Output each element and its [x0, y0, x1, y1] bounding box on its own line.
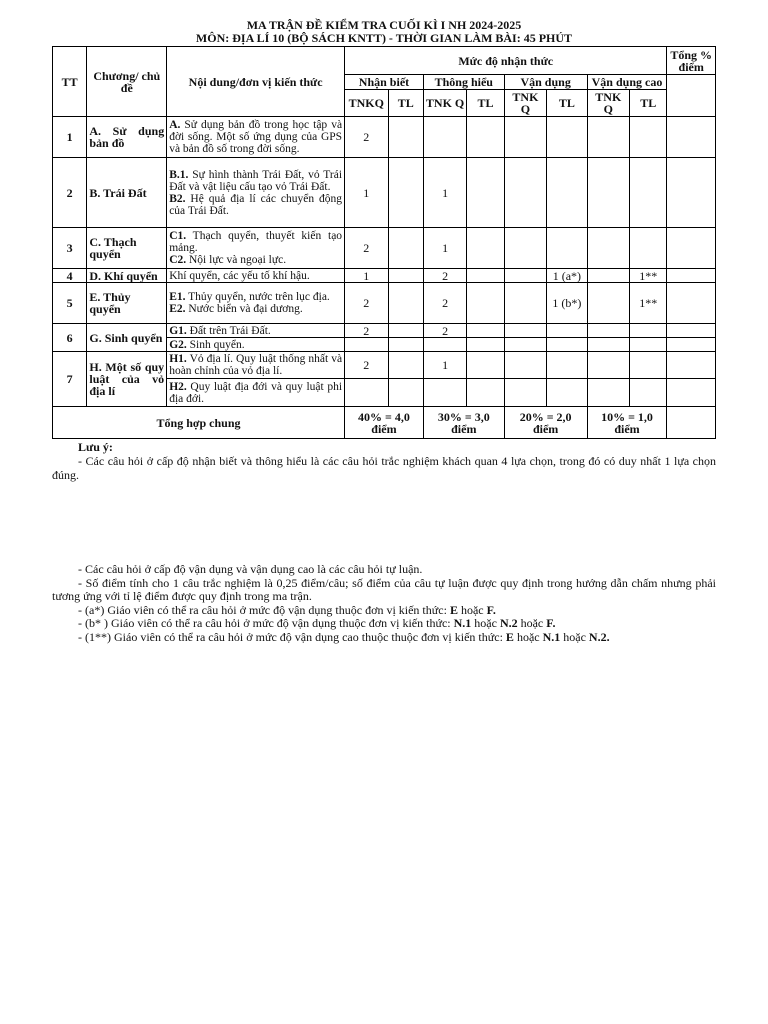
row-content: [167, 379, 345, 407]
row-topic: B. Trái Đất: [87, 158, 167, 228]
document-subtitle: MÔN: ĐỊA LÍ 10 (BỘ SÁCH KNTT) - THỜI GIAN LÀM BÀI: 45 PHÚT: [195, 31, 573, 45]
total-row: [53, 407, 716, 439]
content-code: B2.: [169, 192, 186, 205]
notes-block-2: [52, 563, 716, 644]
cell-recognition-tnkq: 2: [345, 352, 388, 379]
table-row: [53, 117, 716, 158]
sub-tl: TL: [630, 90, 667, 117]
content-code: H1.: [169, 353, 187, 365]
content-code: B.1.: [169, 168, 189, 181]
sub-tnkq: TNKQ: [345, 90, 388, 117]
row-content: [167, 117, 345, 158]
table-row: [53, 158, 716, 228]
row-topic: H. Một số quy luật của vỏ địa lí: [87, 352, 167, 407]
cell-application-tl: 1 (a*): [547, 269, 587, 283]
cell-recognition-tnkq: 1: [345, 158, 388, 228]
content-text: Thủy quyển, nước trên lục địa.: [185, 291, 330, 303]
total-label: Tổng hợp chung: [53, 407, 345, 439]
row-content: [167, 269, 345, 283]
content-code: C2.: [169, 254, 187, 266]
note-item: - (a*) Giáo viên có thể ra câu hỏi ở mức độ vận dụng thuộc đơn vị kiến thức: E hoặc F.: [78, 602, 496, 617]
row-content: [167, 352, 345, 379]
table-row: [53, 352, 716, 379]
sub-tl: TL: [467, 90, 504, 117]
cell-recognition-tnkq: 2: [345, 283, 388, 324]
row-topic: E. Thủy quyển: [87, 283, 167, 324]
content-text: Sinh quyển.: [186, 338, 245, 351]
content-text: Nội lực và ngoại lực.: [186, 254, 287, 266]
row-number: 1: [53, 117, 87, 158]
content-text: Sử dụng bản đồ trong học tập và đời sống. Một số ứng dụng của GPS và bản đồ số trong đời sống.: [169, 119, 343, 155]
row-topic: C. Thạch quyển: [87, 228, 167, 269]
cell-high-application-tl: 1**: [630, 269, 667, 283]
content-text: Khí quyển, các yếu tố khí hậu.: [169, 269, 310, 282]
sub-tnkq: TNK Q: [587, 90, 629, 117]
cell-high-application-tl: 1**: [630, 283, 667, 324]
header-cognitive-level: Mức độ nhận thức: [345, 47, 667, 75]
row-number: 4: [53, 269, 87, 283]
total-understanding: 30% = 3,0 điểm: [423, 407, 504, 439]
note-item: - Các câu hỏi ở cấp độ nhận biết và thông hiểu là các câu hỏi trắc nghiệm khách quan 4 lựa chọn, trong đó có duy nhất 1 lựa chọn đúng.: [52, 454, 716, 482]
content-code: G1.: [169, 324, 187, 337]
content-code: H2.: [169, 380, 187, 393]
header-total-percent: Tổng % điểm: [667, 47, 716, 75]
notes-block-1: [52, 455, 716, 482]
table-row: [53, 283, 716, 324]
content-text: Sự hình thành Trái Đất, vỏ Trái Đất và vật liệu cấu tạo vỏ Trái Đất.: [169, 168, 343, 193]
row-number: 6: [53, 324, 87, 352]
content-code: E2.: [169, 303, 186, 315]
row-number: 3: [53, 228, 87, 269]
cell-recognition-tnkq: 2: [345, 324, 388, 338]
row-number: 5: [53, 283, 87, 324]
table-row: [53, 269, 716, 283]
table-row: [53, 324, 716, 338]
header-total-empty: [667, 75, 716, 117]
header-chapter: Chương/ chủ đề: [87, 47, 167, 117]
row-content: [167, 283, 345, 324]
notes-heading: Lưu ý:: [78, 440, 113, 454]
content-text: Nước biển và đại dương.: [185, 303, 303, 315]
note-item: - Các câu hỏi ở cấp độ vận dụng và vận dụng cao là các câu hỏi tự luận.: [78, 562, 423, 576]
cell-understanding-tnkq: 1: [423, 352, 466, 379]
row-content: [167, 228, 345, 269]
content-code: A.: [169, 119, 181, 131]
content-text: Hệ quả địa lí các chuyển động của Trái Đất.: [169, 192, 343, 217]
header-row-1: [53, 47, 716, 75]
cell-understanding-tnkq: 1: [423, 158, 466, 228]
row-content: [167, 324, 345, 338]
sub-tl: TL: [547, 90, 587, 117]
header-content: Nội dung/đơn vị kiến thức: [167, 47, 345, 117]
cell-understanding-tnkq: 1: [423, 228, 466, 269]
row-topic: A. Sử dụng bản đồ: [87, 117, 167, 158]
cell-understanding-tnkq: 2: [423, 269, 466, 283]
content-text: Thạch quyển, thuyết kiến tạo mảng.: [169, 230, 343, 254]
total-percent-empty: [667, 407, 716, 439]
row-number: 2: [53, 158, 87, 228]
content-code: C1.: [169, 230, 187, 242]
row-number: 7: [53, 352, 87, 407]
content-text: Vỏ địa lí. Quy luật thống nhất và hoàn chỉnh của vỏ địa lí.: [169, 353, 343, 377]
header-level-high-application: Vận dụng cao: [587, 75, 667, 90]
sub-tnkq: TNK Q: [504, 90, 546, 117]
total-high-application: 10% = 1,0 điểm: [587, 407, 667, 439]
total-application: 20% = 2,0 điểm: [504, 407, 587, 439]
sub-tnkq: TNK Q: [423, 90, 466, 117]
cell-application-tl: 1 (b*): [547, 283, 587, 324]
sub-tl: TL: [388, 90, 423, 117]
row-topic: D. Khí quyển: [87, 269, 167, 283]
header-level-recognition: Nhận biết: [345, 75, 424, 90]
cell-recognition-tnkq: 2: [345, 117, 388, 158]
header-tt: TT: [53, 47, 87, 117]
note-item: - (1**) Giáo viên có thể ra câu hỏi ở mức độ vận dụng cao thuộc thuộc đơn vị kiến thức: E hoặc N.1 hoặc N.2.: [78, 629, 610, 644]
cell-understanding-tnkq: 2: [423, 324, 466, 338]
content-code: E1.: [169, 291, 186, 303]
header-level-application: Vận dụng: [504, 75, 587, 90]
row-content: [167, 338, 345, 352]
header-level-understanding: Thông hiểu: [423, 75, 504, 90]
note-item: - (b* ) Giáo viên có thể ra câu hỏi ở mức độ vận dụng thuộc đơn vị kiến thức: N.1 hoặc N.2 hoặc F.: [78, 616, 556, 630]
total-recognition: 40% = 4,0 điểm: [345, 407, 424, 439]
note-item: - Số điểm tính cho 1 câu trắc nghiệm là 0,25 điểm/câu; số điểm của câu tự luận được quy định trong hướng dẫn chấm nhưng phải tương ứng với tỉ lệ điểm được quy định trong ma trận.: [52, 575, 716, 603]
table-row: [53, 228, 716, 269]
content-text: Đất trên Trái Đất.: [186, 324, 271, 337]
cell-understanding-tnkq: 2: [423, 283, 466, 324]
row-content: [167, 158, 345, 228]
exam-matrix-table: [52, 46, 716, 439]
content-code: G2.: [169, 338, 187, 351]
content-text: Quy luật địa đới và quy luật phi địa đới.: [169, 380, 343, 405]
document-title: MA TRẬN ĐỀ KIỂM TRA CUỐI KÌ I NH 2024-2025: [246, 18, 522, 32]
row-topic: G. Sinh quyển: [87, 324, 167, 352]
cell-recognition-tnkq: 2: [345, 228, 388, 269]
cell-recognition-tnkq: 1: [345, 269, 388, 283]
